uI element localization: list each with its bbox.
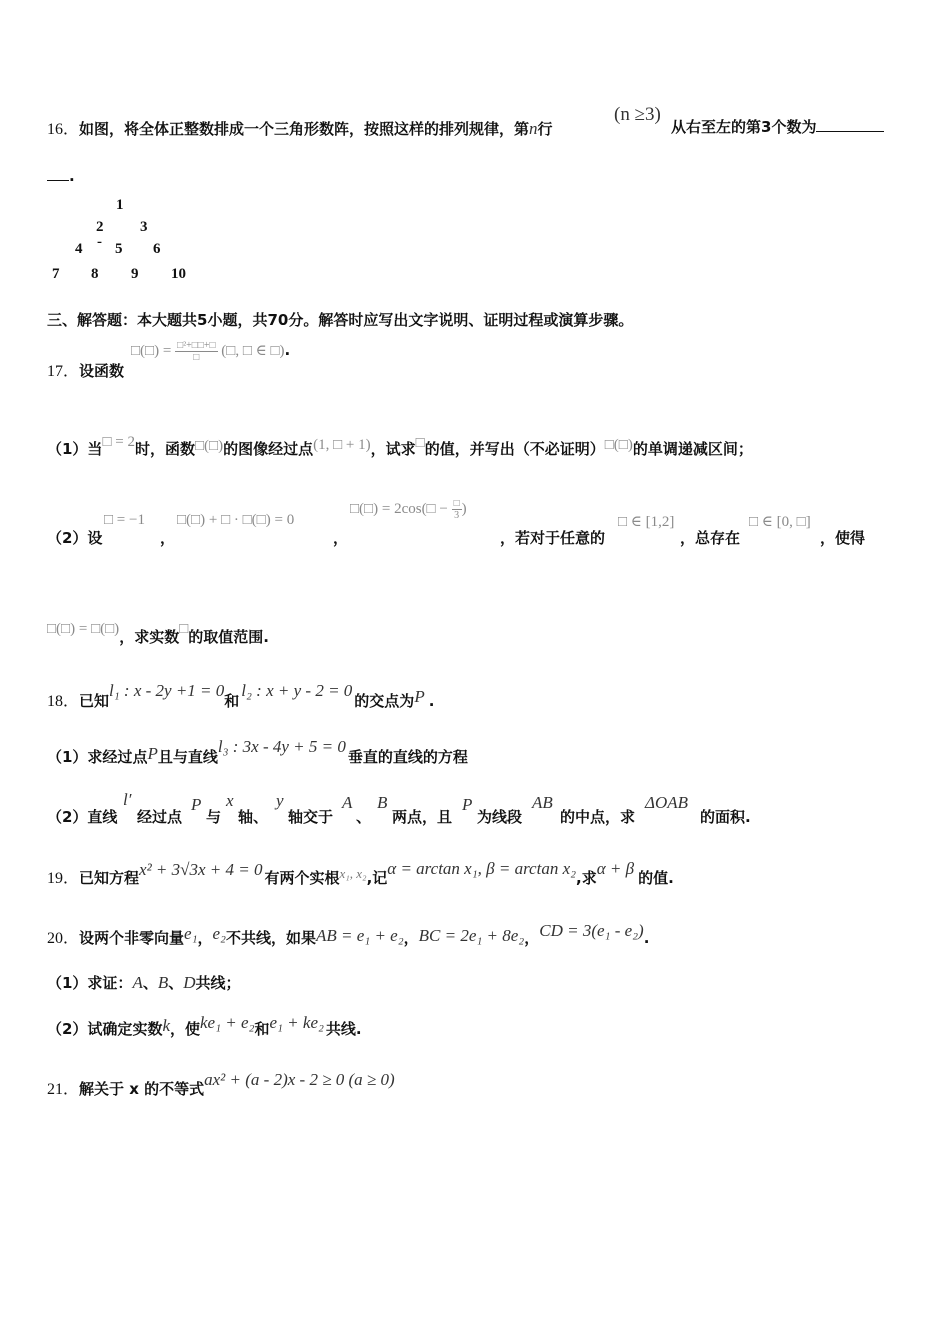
answer-blank[interactable] [816,117,884,132]
q17-number: 17． [47,363,80,380]
q19-number: 19． [47,870,80,887]
q17-p2-t3: ，使得 [820,529,866,547]
q18-p1-t2: 垂直的直线的方程 [347,748,468,766]
q16-number: 16． [47,121,80,138]
q18-A: A [342,793,353,812]
q18-p2-t3: 轴、 [238,808,269,826]
q17-p2-g-end: ) [461,500,467,517]
q20-p2-and: 和 [254,1020,270,1038]
q20-p2-t2: 共线. [325,1020,362,1038]
q17-p1-sym: □ [415,435,425,451]
q18-p2-t4: 轴交于 [288,808,334,826]
q20-ab: AB = e₁ + e₂ [316,926,404,945]
q18-sep: 、 [356,808,372,826]
tri-5: 5 [115,241,123,257]
q17-p2-g-den: 3 [454,510,460,521]
q17-p1-t2: 的图像经过点 [223,440,314,458]
q17-p2-g [350,498,467,521]
q18-p2-t8: 的面积. [700,808,751,826]
q20-p1-label: （1）求证： [47,974,133,992]
q21-lead: 解关于 x 的不等式 [79,1080,205,1098]
q20-v2: e₁ + ke₂ [269,1013,324,1032]
q17-p2-comma1: ， [160,529,176,547]
tri-10: 10 [171,266,186,282]
q20-part1 [47,972,241,993]
q17-p2-sym: □ [179,621,189,637]
section-heading: 三、解答题：本大题共5小题，共70分。解答时应写出文字说明、证明过程或演算步骤。 [47,311,634,329]
q17-p2-c2: □(□) + □ · □(□) = 0 [177,512,295,528]
q20-sep1: 、 [142,974,158,992]
answer-blank-cont[interactable] [47,166,69,181]
tri-8: 8 [91,266,99,282]
q18-P: P [414,687,425,706]
q19-lead: 已知方程 [79,869,140,887]
q19-line [47,859,674,888]
q20-t1: 不共线，如果 [225,929,316,947]
q19-t1: 有两个实根 [264,869,340,887]
q20-p1-t: 共线； [195,974,241,992]
q18-p2-label: （2）直线 [47,808,118,826]
q18-B: B [377,793,388,812]
q19-t4: 的值. [638,869,674,887]
q17-p2-t2: ，总存在 [680,529,741,547]
q18-lp: l′ [123,790,132,809]
q17-p2-comma2: ， [333,529,349,547]
q20-part2 [47,1013,362,1039]
q17-p2-x2: □ ∈ [0, □] [749,514,811,530]
q17-func: □(□) = [131,342,172,359]
q18-p2-t6: 为线段 [477,808,523,826]
q20-D: D [183,973,196,992]
q18-t1: 的交点为 [354,692,415,710]
q17-p1-t5: 的单调递减区间； [632,440,753,458]
q16-condition: (n ≥3) [614,104,661,125]
q17-function [131,340,290,363]
q18-triangle: ΔOAB [645,793,689,812]
q17-p1-point: (1, □ + 1) [313,437,371,453]
tri-4: 4 [75,241,83,257]
q17-p2-g-head: □(□) = 2cos(□ − [350,500,448,517]
q17-p1-f: □(□) [194,438,224,454]
q18-p2-t7: 的中点，求 [560,808,636,826]
q21-line [47,1070,395,1099]
q20-bc: BC = 2e₁ + 8e₂ [418,926,525,945]
q19-t3: ,求 [576,869,597,887]
q16-line1-tail [671,116,884,137]
q17-frac-den: □ [193,352,200,363]
q18-line1 [47,681,435,711]
q16-line1 [47,116,553,139]
q16-end: . [69,167,75,185]
q17-p2-g-frac [452,498,462,521]
q18-l2: l₂ : x + y - 2 = 0 [241,681,353,700]
q20-end: . [643,929,650,947]
tri-7: 7 [52,266,60,282]
q17-p1-t1: 时，函数 [134,440,195,458]
q20-e1: e₁ [184,924,198,943]
q17-p2-x1: □ ∈ [1,2] [618,514,675,530]
q18-p2-t2: 与 [206,808,222,826]
q19-eq: x² + 3√3x + 4 = 0 [139,860,263,879]
q16-text-b: 行 [537,120,553,138]
q20-k: k [162,1016,170,1035]
q20-v1: ke₁ + e₂ [200,1013,255,1032]
q19-roots: x₁, x₂ [339,866,367,881]
q17-line1 [47,358,124,381]
q21-inequality: ax² + (a - 2)x - 2 ≥ 0 (a ≥ 0) [204,1070,395,1089]
q18-part1 [47,737,468,767]
q18-p2-t1: 经过点 [137,808,183,826]
tri-6: 6 [153,241,161,257]
q17-p2-eq: □(□) = □(□) [47,621,120,637]
q18-p1-label: （1）求经过点 [47,748,148,766]
q20-number: 20． [47,930,80,947]
q20-line1 [47,921,650,948]
q18-p1-P: P [147,744,158,763]
tri-2: 2 [96,219,104,235]
q17-p1-f2: □(□) [604,437,633,453]
q20-comma2: ， [403,929,419,947]
q18-p1-t1: 且与直线 [157,748,218,766]
q20-p2-label: （2）试确定实数 [47,1020,163,1038]
q18-y: y [276,791,284,810]
tri-9: 9 [131,266,139,282]
q18-p2-P: P [191,795,202,814]
q16-text-c: 从右至左的第3个数为 [671,118,817,136]
q18-and: 和 [224,692,240,710]
q18-l3: l₃ : 3x - 4y + 5 = 0 [217,737,346,756]
q16-text-a: 如图，将全体正整数排成一个三角形数阵，按照这样的排列规律，第 [79,120,530,138]
tri-3: 3 [140,219,148,235]
q17-fraction [175,340,217,363]
q17-domain: (□, □ ∈ □) [221,342,285,359]
q17-part2-line2 [47,621,269,647]
q17-frac-num: □²+□□+□ [177,340,216,351]
q17-lead: 设函数 [79,362,125,380]
q20-cd: CD = 3(e₁ - e₂) [539,921,644,940]
q21-number: 21． [47,1081,80,1098]
q18-AB: AB [532,793,553,812]
q19-sum: α + β [596,859,635,878]
q17-p1-t4: 的值，并写出（不必证明） [424,440,605,458]
q19-def: α = arctan x₁, β = arctan x₂ [387,859,577,878]
q18-number: 18． [47,693,80,710]
q17-p2-c1: □ = −1 [104,512,145,528]
q19-t2: ,记 [366,869,388,887]
q20-lead: 设两个非零向量 [79,929,185,947]
q20-p2-t1: ，使 [170,1020,201,1038]
q20-e2: e₂ [212,924,226,943]
q17-part1 [47,434,753,459]
q20-A: A [132,973,143,992]
q16-line2 [47,166,75,185]
q17-end: . [284,340,291,359]
tri-1: 1 [116,197,124,213]
q17-p1-cond: □ = 2 [102,434,135,450]
q18-lead: 已知 [79,692,110,710]
q16-var-n: n [529,119,538,138]
tri-dash: - [97,234,102,250]
q17-p2-t4: ，求实数 [119,628,180,646]
q18-end: . [428,692,435,710]
q17-p2-t1: ，若对于任意的 [500,529,606,547]
q17-p1-t3: ，试求 [370,440,416,458]
q18-p2-P2: P [462,795,473,814]
q17-p2-g-num: □ [453,498,460,509]
q18-p2-t5: 两点，且 [392,808,453,826]
q17-p2-t5: 的取值范围. [188,628,269,646]
q20-sep2: 、 [168,974,184,992]
q20-comma3: ， [524,929,540,947]
q20-comma1: ， [197,929,213,947]
q18-l1: l₁ : x - 2y +1 = 0 [109,681,225,700]
q20-B: B [157,973,169,992]
q17-p2-label: （2）设 [47,529,103,547]
q17-p1-label: （1）当 [47,440,103,458]
q18-x: x [226,791,234,810]
